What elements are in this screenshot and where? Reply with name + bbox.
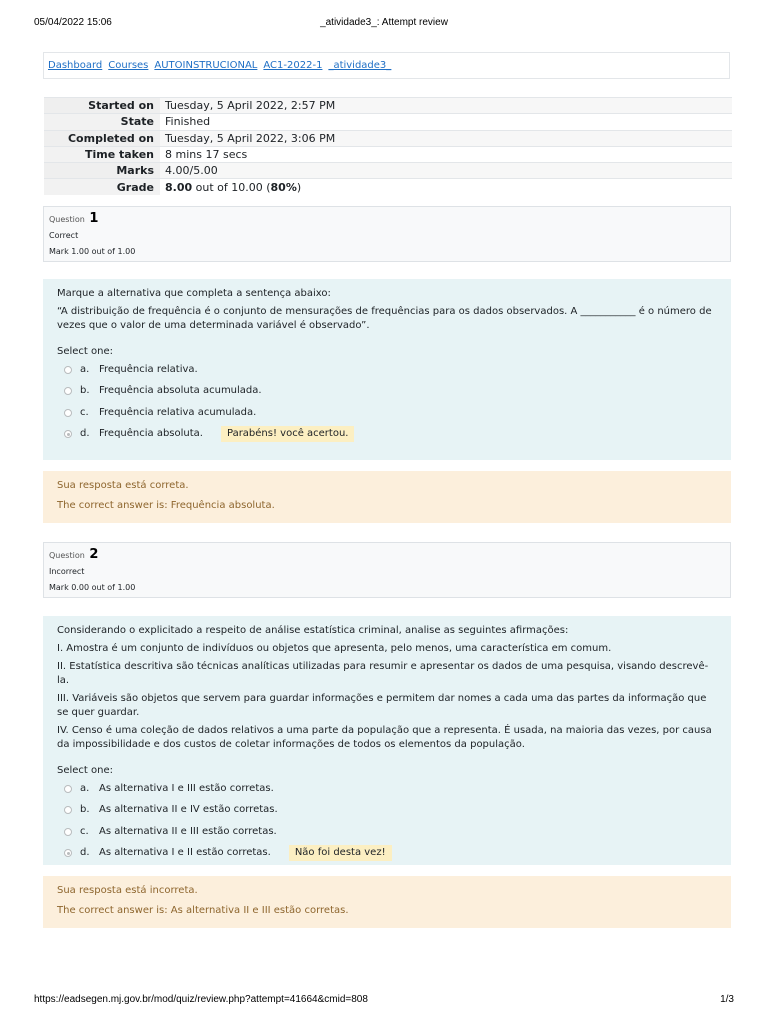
marks-label: Marks <box>44 163 160 179</box>
question-label: Question <box>49 215 85 224</box>
grade-outof: out of 10.00 ( <box>192 180 271 194</box>
answer-letter: b. <box>80 804 90 816</box>
outcome-text: Sua resposta está correta. <box>57 480 189 491</box>
grade-value <box>160 179 732 195</box>
outcome-text: Sua resposta está incorreta. <box>57 885 198 896</box>
answer-letter: c. <box>80 406 89 418</box>
answer-feedback: Não foi desta vez! <box>289 845 392 861</box>
breadcrumb-courses[interactable]: Courses <box>108 60 149 71</box>
radio-button-checked[interactable] <box>64 849 72 857</box>
started-on-label: Started on <box>44 98 160 114</box>
summary-row-state <box>44 114 732 130</box>
time-taken-value: 8 mins 17 secs <box>160 146 732 162</box>
select-one-label: Select one: <box>57 765 114 776</box>
right-answer-text: The correct answer is: Frequência absoluta. <box>57 500 275 511</box>
answer-option-selected[interactable] <box>57 424 717 446</box>
print-header <box>0 17 768 31</box>
right-answer-text: The correct answer is: As alternativa II e III estão corretas. <box>57 905 349 916</box>
summary-row-marks <box>44 163 732 179</box>
radio-button[interactable] <box>64 785 72 793</box>
question-prompt: Marque a alternativa que completa a sentença abaixo: <box>57 288 331 299</box>
grade-close: ) <box>296 180 302 194</box>
answer-option[interactable] <box>57 359 717 381</box>
breadcrumb-course[interactable]: AC1-2022-1 <box>263 60 323 71</box>
answer-text: As alternativa II e III estão corretas. <box>99 825 277 837</box>
answer-text: As alternativa I e III estão corretas. <box>99 782 274 794</box>
question-2-info <box>43 542 731 598</box>
print-page-number: 1/3 <box>720 994 734 1005</box>
radio-button-checked[interactable] <box>64 430 72 438</box>
statement-i: I. Amostra é um conjunto de indivíduos ou objetos que apresenta, pelo menos, uma característica em comum. <box>57 643 612 654</box>
radio-button[interactable] <box>64 366 72 374</box>
print-datetime: 05/04/2022 15:06 <box>34 17 112 28</box>
summary-row-completed <box>44 130 732 146</box>
answer-option[interactable] <box>57 402 717 424</box>
answer-feedback: Parabéns! você acertou. <box>221 426 355 442</box>
grade-label: Grade <box>44 179 160 195</box>
time-taken-label: Time taken <box>44 146 160 162</box>
print-title: _atividade3_: Attempt review <box>320 17 448 28</box>
answer-option-selected[interactable] <box>57 843 717 865</box>
answer-option[interactable] <box>57 821 717 843</box>
state-label: State <box>44 114 160 130</box>
summary-row-time <box>44 146 732 162</box>
answer-letter: a. <box>80 782 90 794</box>
answer-letter: b. <box>80 385 90 397</box>
answer-option[interactable] <box>57 800 717 822</box>
question-number-value: 2 <box>89 547 99 562</box>
answer-letter: c. <box>80 825 89 837</box>
question-prompt: Considerando o explicitado a respeito de análise estatística criminal, analise as seguintes afirmações: <box>57 625 569 636</box>
question-statement: “A distribuição de frequência é o conjunto de mensurações de frequências para os dados observados. A ___________ é o número de vezes que o valor de uma determinada variável é observado”. <box>57 306 712 331</box>
answer-text: Frequência relativa. <box>99 363 198 375</box>
question-label: Question <box>49 551 85 560</box>
grade-percent: 80% <box>270 180 297 194</box>
grade-score: 8.00 <box>165 180 193 194</box>
marks-value: 4.00/5.00 <box>160 163 732 179</box>
question-state: Incorrect <box>49 567 85 576</box>
select-one-label: Select one: <box>57 346 114 357</box>
question-state: Correct <box>49 231 79 240</box>
completed-on-label: Completed on <box>44 130 160 146</box>
answer-letter: a. <box>80 363 90 375</box>
completed-on-value: Tuesday, 5 April 2022, 3:06 PM <box>160 130 732 146</box>
breadcrumb-dashboard[interactable]: Dashboard <box>48 60 103 71</box>
answer-text: As alternativa II e IV estão corretas. <box>99 804 278 816</box>
statement-ii: II. Estatística descritiva são técnicas analíticas utilizadas para resumir e apresentar os dados de uma pesquisa, visando descrevê-la. <box>57 661 709 686</box>
breadcrumb <box>43 52 730 79</box>
answer-text: Frequência relativa acumulada. <box>99 406 257 418</box>
statement-iv: IV. Censo é uma coleção de dados relativos a uma parte da população que a representa. É usada, na maioria das vezes, por causa da impossibilidade e dos custos de coletar informações de todos os elementos da população. <box>57 725 712 750</box>
question-mark: Mark 0.00 out of 1.00 <box>49 583 136 592</box>
answer-text: Frequência absoluta. <box>99 428 203 440</box>
question-1-content <box>43 279 731 460</box>
radio-button[interactable] <box>64 806 72 814</box>
question-1-outcome <box>43 471 731 523</box>
answer-text: Frequência absoluta acumulada. <box>99 385 262 397</box>
answer-option[interactable] <box>57 381 717 403</box>
summary-row-grade <box>44 179 732 195</box>
answer-text: As alternativa I e II estão corretas. <box>99 847 271 859</box>
radio-button[interactable] <box>64 409 72 417</box>
statement-iii: III. Variáveis são objetos que servem para guardar informações e permitem dar nomes a cada uma das partes da informação que se quer guardar. <box>57 693 707 718</box>
question-number <box>49 211 725 226</box>
print-url: https://eadsegen.mj.gov.br/mod/quiz/review.php?attempt=41664&cmid=808 <box>34 994 368 1005</box>
question-number <box>49 547 725 562</box>
question-2-content <box>43 616 731 865</box>
print-footer <box>0 994 768 1008</box>
state-value: Finished <box>160 114 732 130</box>
answer-option[interactable] <box>57 778 717 800</box>
radio-button[interactable] <box>64 387 72 395</box>
question-1-info <box>43 206 731 262</box>
attempt-summary-table <box>44 97 732 195</box>
answer-letter: d. <box>80 428 90 440</box>
summary-row-started <box>44 98 732 114</box>
breadcrumb-quiz[interactable]: _atividade3_ <box>328 60 392 71</box>
question-2-outcome <box>43 876 731 928</box>
started-on-value: Tuesday, 5 April 2022, 2:57 PM <box>160 98 732 114</box>
question-mark: Mark 1.00 out of 1.00 <box>49 247 136 256</box>
breadcrumb-category[interactable]: AUTOINSTRUCIONAL <box>154 60 258 71</box>
question-number-value: 1 <box>89 211 99 226</box>
answer-letter: d. <box>80 847 90 859</box>
radio-button[interactable] <box>64 828 72 836</box>
